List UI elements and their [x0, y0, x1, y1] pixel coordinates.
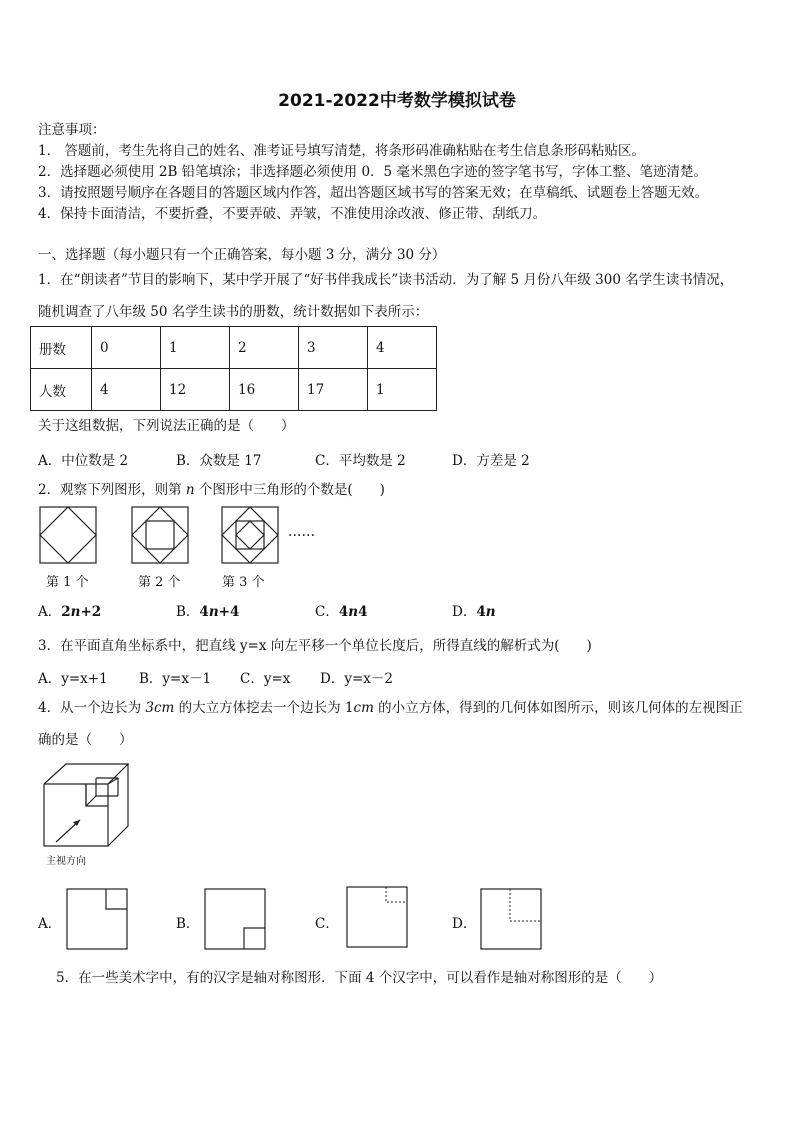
- q1-option-d: D．方差是 2: [452, 453, 530, 469]
- page-title: 2021-2022中考数学模拟试卷: [278, 91, 516, 111]
- q2-option-c: C．4n4: [315, 604, 368, 620]
- table-cell: 2: [230, 327, 299, 369]
- q2-ellipsis: ……: [288, 524, 315, 540]
- q4-option-b-label: B．: [176, 916, 200, 932]
- table-cell: 1: [161, 327, 230, 369]
- q4-line2: 确的是（ ）: [38, 732, 133, 748]
- table-cell: 3: [299, 327, 368, 369]
- q1-option-a: A．中位数是 2: [38, 453, 129, 469]
- q1-stem: 关于这组数据，下列说法正确的是（ ）: [38, 418, 295, 434]
- q2-stem-pre: 2．观察下列图形，则第: [38, 482, 186, 498]
- q4-option-a-view: [66, 888, 128, 950]
- notice-item: 1． 答题前，考生先将自己的姓名、准考证号填写清楚，将条形码准确粘贴在考生信息条形码粘贴区。: [38, 143, 645, 159]
- q4-arrow-label: 主视方向: [46, 856, 86, 867]
- q4-option-b-view: [204, 888, 266, 950]
- figure-1: [40, 507, 96, 563]
- q4-option-c-view: [346, 886, 408, 948]
- q4-option-d-view: [480, 888, 542, 950]
- q3-option-b: B．y=x－1: [139, 671, 212, 687]
- q2-option-d: D．4n: [452, 604, 496, 620]
- q4-option-c-label: C．: [315, 916, 339, 932]
- q3-option-d: D．y=x－2: [320, 671, 393, 687]
- q3-option-c: C．y=x: [240, 671, 291, 687]
- q2-caption: 第 2 个: [138, 575, 181, 590]
- notice-item: 4．保持卡面清洁，不要折叠，不要弄破、弄皱，不准使用涂改液、修正带、刮纸刀。: [38, 206, 547, 222]
- table-row: [31, 327, 437, 369]
- figure-3: [222, 507, 278, 563]
- table-row: [31, 369, 437, 411]
- q2-caption: 第 3 个: [222, 575, 265, 590]
- table-cell: 16: [230, 369, 299, 411]
- notice-item: 2．选择题必须使用 2B 铅笔填涂；非选择题必须使用 0．5 毫米黑色字迹的签字笔书写，字体工整、笔迹清楚。: [38, 164, 707, 180]
- q4-option-d-label: D．: [452, 916, 477, 932]
- q1-option-b: B．众数是 17: [176, 453, 262, 469]
- q2-option-b: B．4n+4: [176, 604, 240, 620]
- q2-stem-var: n: [185, 482, 195, 498]
- q4-line1: 4．从一个边长为 3cm 的大立方体挖去一个边长为 1cm 的小立方体，得到的几何体如图所示，则该几何体的左视图正: [38, 700, 743, 716]
- table-cell: 4: [92, 369, 161, 411]
- notice-item: 3．请按照题号顺序在各题目的答题区域内作答，超出答题区域书写的答案无效；在草稿纸、试题卷上答题无效。: [38, 185, 709, 201]
- q2-stem: [38, 480, 385, 500]
- section-heading: 一、选择题（每小题只有一个正确答案，每小题 3 分，满分 30 分）: [38, 247, 446, 263]
- figure-2: [132, 507, 188, 563]
- q2-caption: 第 1 个: [46, 575, 89, 590]
- q4-option-a-label: A．: [38, 916, 62, 932]
- q5-stem: 5．在一些美术字中，有的汉字是轴对称图形．下面 4 个汉字中，可以看作是轴对称图形的是（ ）: [56, 970, 663, 986]
- q1-line1: 1．在“朗读者”节目的影响下，某中学开展了“好书伴我成长”读书活动．为了解 5 月份八年级 300 名学生读书情况，: [38, 272, 734, 288]
- q2-figures: [0, 506, 794, 606]
- table-cell: 人数: [31, 369, 92, 411]
- q1-data-table: [30, 326, 437, 411]
- table-cell: 17: [299, 369, 368, 411]
- table-cell: 12: [161, 369, 230, 411]
- q3-option-a: A．y=x+1: [38, 671, 108, 687]
- q3-stem: 3．在平面直角坐标系中，把直线 y=x 向左平移一个单位长度后，所得直线的解析式为( ): [38, 638, 592, 654]
- notice-heading: 注意事项：: [38, 122, 106, 138]
- table-cell: 4: [368, 327, 437, 369]
- q1-option-c: C．平均数是 2: [315, 453, 406, 469]
- table-cell: 册数: [31, 327, 92, 369]
- q2-option-a: A．2n+2: [38, 604, 102, 620]
- table-cell: 1: [368, 369, 437, 411]
- q1-line2: 随机调查了八年级 50 名学生读书的册数，统计数据如下表所示：: [38, 304, 429, 320]
- q2-stem-post: 个图形中三角形的个数是( ): [194, 482, 385, 498]
- table-cell: 0: [92, 327, 161, 369]
